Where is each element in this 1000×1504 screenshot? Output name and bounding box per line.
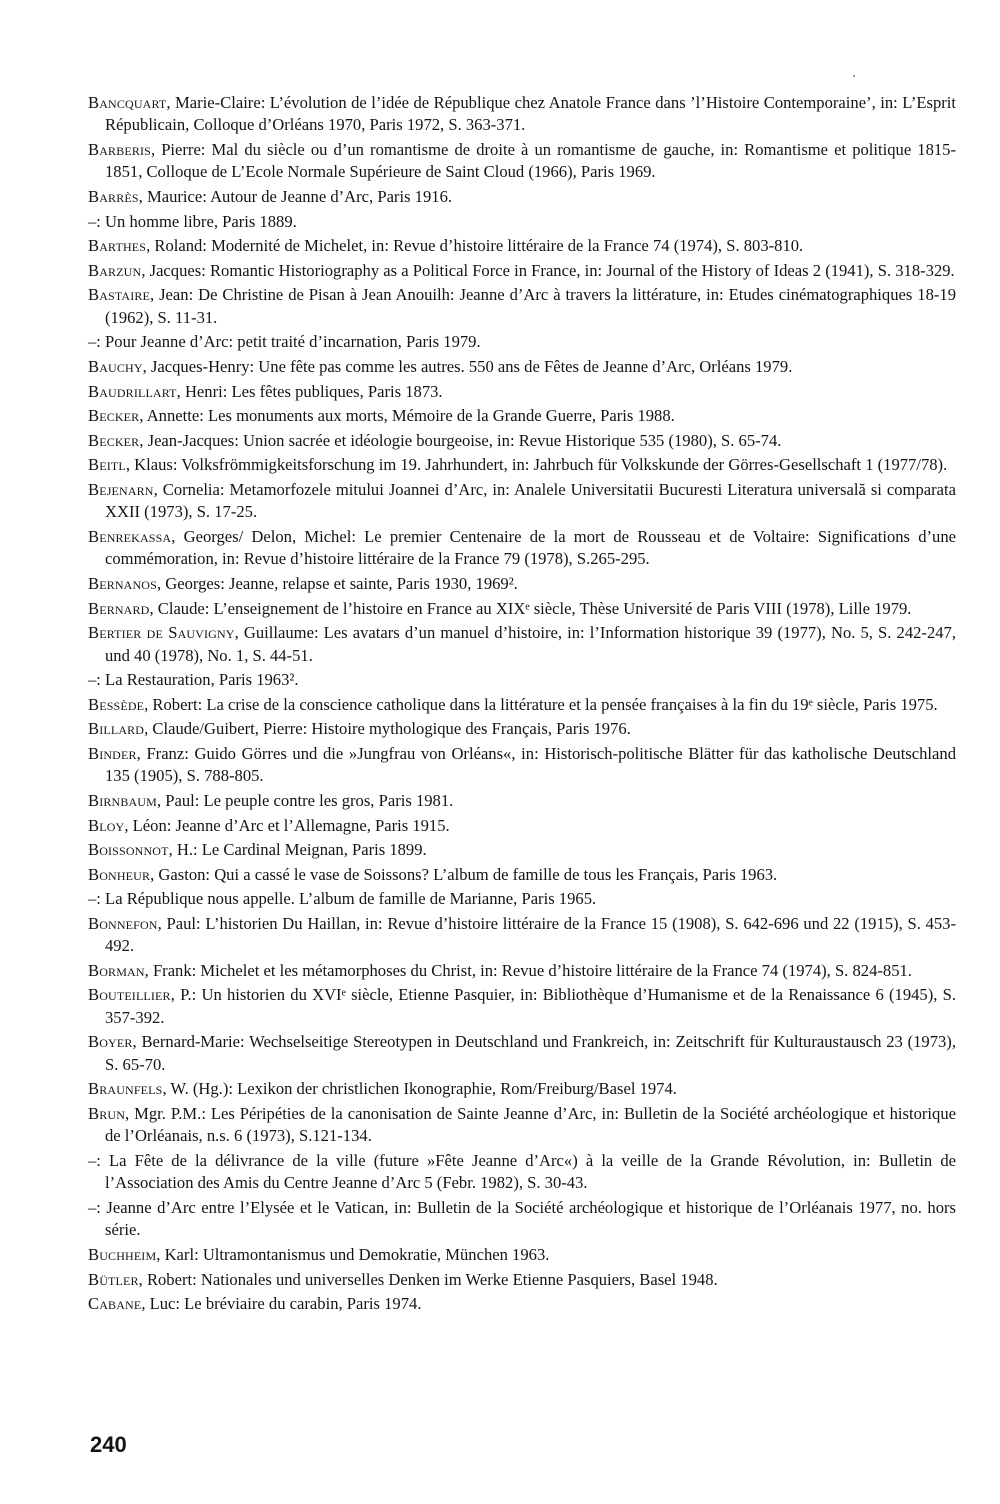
entry-author: Bessède [88,694,145,714]
entry-text: , Bernard-Marie: Wechselseitige Stereotypen in Deutschland und Frankreich, in: Zeitschrift für Kulturaustausch 23 (1973), S. 65-70. [105,1032,956,1074]
bibliography-entry [88,669,956,691]
bibliography-entry [88,331,956,353]
entry-author: Brun [88,1104,126,1124]
entry-text: , Karl: Ultramontanismus und Demokratie, München 1963. [156,1245,550,1265]
entry-author: Becker [88,406,140,426]
entry-author: Borman [88,960,145,980]
bibliography-entry [88,1244,956,1266]
entry-author: Benrekassa [88,526,172,546]
entry-text: –: La République nous appelle. L’album de famille de Marianne, Paris 1965. [88,889,597,909]
entry-author: Bastaire [88,285,150,305]
entry-author: Boyer [88,1032,133,1052]
entry-author: Boissonnot [88,840,169,860]
bibliography-entry [88,405,956,427]
entry-text: –: Pour Jeanne d’Arc: petit traité d’incarnation, Paris 1979. [88,332,481,352]
bibliography-entry [88,186,956,208]
entry-text: , Marie-Claire: L’évolution de l’idée de République chez Anatole France dans ’l’Histoire Contemporaine’, in: L’Esprit Républicain, Colloque d’Orléans 1970, Paris 1972, S. 363-371. [105,93,956,135]
bibliography-entry [88,598,956,620]
entry-text: , Annette: Les monuments aux morts, Mémoire de la Grande Guerre, Paris 1988. [139,406,675,426]
bibliography-entry [88,356,956,378]
entry-text: , Robert: La crise de la conscience catholique dans la littérature et la pensée françaises à la fin du 19ᵉ siècle, Paris 1975. [144,694,938,714]
bibliography-entry [88,1197,956,1242]
entry-text: , P.: Un historien du XVIᵉ siècle, Etienne Pasquier, in: Bibliothèque d’Humanisme et de la Renaissance 6 (1945), S. 357-392. [105,985,956,1027]
entry-author: Cabane [88,1294,142,1314]
bibliography-entry [88,718,956,740]
entry-author: Barzun [88,260,142,280]
entry-author: Bonheur [88,864,151,884]
bibliography-entry [88,260,956,282]
entry-text: , Paul: Le peuple contre les gros, Paris 1981. [156,790,454,810]
bibliography-entry [88,694,956,716]
bibliography-entry [88,888,956,910]
bibliography-entry [88,1150,956,1195]
entry-text: , Luc: Le bréviaire du carabin, Paris 1974. [141,1294,422,1314]
entry-text: , Roland: Modernité de Michelet, in: Revue d’histoire littéraire de la France 74 (1974), S. 803-810. [146,236,804,256]
bibliography-entry [88,284,956,329]
entry-text: –: Un homme libre, Paris 1889. [88,211,297,231]
entry-author: Baudrillart [88,381,177,401]
entry-author: Barberis [88,140,151,159]
bibliography-entry [88,1293,956,1315]
entry-text: , Robert: Nationales und universelles Denken im Werke Etienne Pasquiers, Basel 1948. [138,1269,718,1289]
entry-text: , Klaus: Volksfrömmigkeitsforschung im 19. Jahrhundert, in: Jahrbuch für Volkskunde der Görres-Gesellschaft 1 (1977/78). [125,455,948,475]
bibliography-entry [88,211,956,233]
entry-author: Billard [88,719,145,739]
entry-text: , Paul: L’historien Du Haillan, in: Revue d’histoire littéraire de la France 15 (1908), S. 642-696 und 22 (1915), S. 453-492. [105,913,956,956]
entry-author: Bütler [88,1269,139,1289]
entry-author: Bloy [88,815,125,835]
page-number: 240 [90,1432,127,1457]
bibliography-entry [88,1269,956,1291]
bibliography-entry [88,1103,956,1148]
entry-text: , Guillaume: Les avatars d’un manuel d’histoire, in: l’Information historique 39 (1977), No. 5, S. 242-247, und 40 (1978), No. 1, S. 44-51. [105,623,956,665]
bibliography-list [88,92,956,1318]
bibliography-entry [88,526,956,571]
entry-author: Bejenarn [88,479,154,499]
entry-author: Bernanos [88,573,157,593]
scan-speck [853,75,855,77]
bibliography-entry [88,864,956,886]
bibliography-entry [88,573,956,595]
bibliography-entry [88,454,956,476]
bibliography-entry [88,743,956,788]
bibliography-entry [88,960,956,982]
entry-author: Birnbaum [88,790,157,810]
entry-author: Becker [88,430,140,450]
entry-text: –: La Restauration, Paris 1963². [88,670,299,690]
entry-text: , Maurice: Autour de Jeanne d’Arc, Paris 1916. [138,187,453,206]
bibliography-entry [88,1078,956,1100]
bibliography-entry [88,815,956,837]
entry-text: , Claude/Guibert, Pierre: Histoire mythologique des Français, Paris 1976. [144,719,631,739]
bibliography-entry [88,913,956,958]
entry-author: Bancquart [88,93,167,112]
entry-author: Bauchy [88,356,143,376]
bibliography-entry [88,479,956,524]
entry-author: Buchheim [88,1245,157,1265]
entry-text: , Jacques: Romantic Historiography as a Political Force in France, in: Journal of the History of Ideas 2 (1941), S. 318-329. [141,260,955,280]
bibliography-entry [88,139,956,184]
entry-text: , Frank: Michelet et les métamorphoses du Christ, in: Revue d’histoire littéraire de la France 74 (1974), S. 824-851. [144,960,912,980]
entry-author: Beitl [88,455,126,475]
entry-author: Bertier de Sauvigny [88,623,235,643]
bibliography-entry [88,839,956,861]
entry-author: Barthes [88,236,147,256]
entry-text: , Georges: Jeanne, relapse et sainte, Paris 1930, 1969². [156,573,518,593]
entry-text: , Mgr. P.M.: Les Péripéties de la canonisation de Sainte Jeanne d’Arc, in: Bulletin de la Société archéologique et historique de l’Orléanais, n.s. 6 (1973), S.121-134. [105,1104,956,1146]
bibliography-entry [88,381,956,403]
entry-text: , Gaston: Qui a cassé le vase de Soissons? L’album de famille de tous les Français, Paris 1963. [150,864,778,884]
entry-author: Bernard [88,598,150,618]
bibliography-entry [88,235,956,257]
entry-text: , Pierre: Mal du siècle ou d’un romantisme de droite à un romantisme de gauche, in: Romantisme et politique 1815-1851, Colloque de L’Ecole Normale Supérieure de Saint Cloud (1966), Paris 1969. [105,140,956,182]
entry-text: , Franz: Guido Görres und die »Jungfrau von Orléans«, in: Historisch-politische Blätter für das katholische Deutschland 135 (1905), S. 788-805. [105,743,956,786]
entry-text: , Claude: L’enseignement de l’histoire en France au XIXᵉ siècle, Thèse Université de Paris VIII (1978), Lille 1979. [149,598,912,618]
entry-text: , W. (Hg.): Lexikon der christlichen Ikonographie, Rom/Freiburg/Basel 1974. [162,1079,677,1099]
entry-author: Bonnefon [88,913,158,933]
bibliography-entry [88,790,956,812]
entry-text: , Jean: De Christine de Pisan à Jean Anouilh: Jeanne d’Arc à travers la littérature, in: Etudes cinématographiques 18-19 (1962), S. 11-31. [105,285,956,327]
entry-text: , Jean-Jacques: Union sacrée et idéologie bourgeoise, in: Revue Historique 535 (1980), S. 65-74. [139,430,782,450]
entry-text: –: La Fête de la délivrance de la ville (future »Fête Jeanne d’Arc«) à la veille de la Grande Révolution, in: Bulletin de l’Association des Amis du Centre Jeanne d’Arc 5 (Febr. 1982), S. 30-43. [88,1151,956,1193]
entry-text: , H.: Le Cardinal Meignan, Paris 1899. [168,840,427,860]
entry-text: , Cornelia: Metamorfozele mitului Joannei d’Arc, in: Analele Universitatii Bucuresti Literatura universală si comparata XXII (1973), S. 17-25. [105,479,956,522]
entry-text: , Jacques-Henry: Une fête pas comme les autres. 550 ans de Fêtes de Jeanne d’Arc, Orléans 1979. [142,356,793,376]
bibliography-entry [88,622,956,667]
entry-text: , Léon: Jeanne d’Arc et l’Allemagne, Paris 1915. [124,815,450,835]
entry-author: Binder [88,743,137,763]
entry-text: –: Jeanne d’Arc entre l’Elysée et le Vatican, in: Bulletin de la Société archéologique et historique de l’Orléanais 1977, no. hors série. [88,1198,956,1240]
bibliography-entry [88,430,956,452]
entry-author: Bouteillier [88,985,171,1005]
bibliography-entry [88,92,956,137]
bibliography-entry [88,984,956,1029]
entry-text: , Georges/ Delon, Michel: Le premier Centenaire de la mort de Rousseau et de Voltaire: Significations d’une commémoration, in: Revue d’histoire littéraire de la France 79 (1978), S.265-295. [105,526,956,569]
bibliography-entry [88,1031,956,1076]
entry-author: Braunfels [88,1079,163,1099]
entry-text: , Henri: Les fêtes publiques, Paris 1873. [176,381,443,401]
entry-author: Barrès [88,187,139,206]
